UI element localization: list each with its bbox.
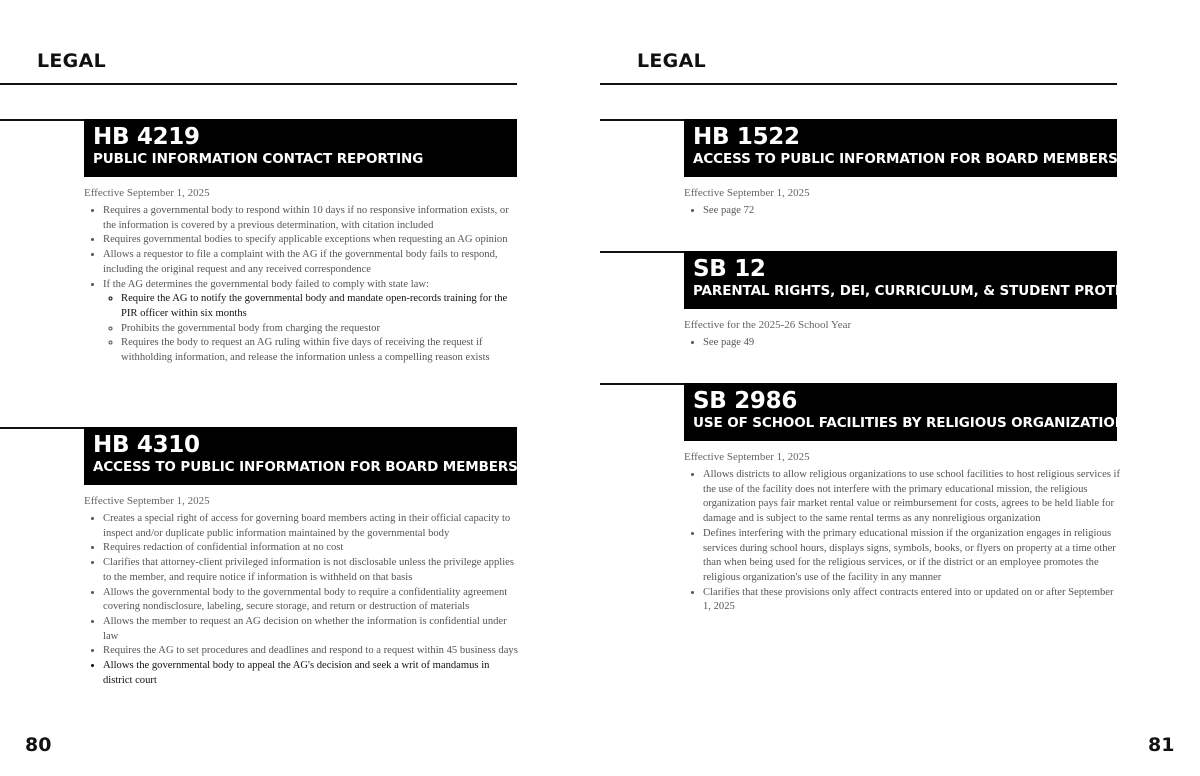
effective-date: Effective September 1, 2025: [84, 495, 210, 507]
effective-date: Effective September 1, 2025: [684, 451, 810, 463]
sub-list-item: ◦ Require the AG to notify the governmental body and mandate open-records training for the PIR officer within six months: [121, 292, 520, 321]
list-item: • Allows districts to allow religious organizations to use school facilities to host religious services if the use of the facility does not interfere with the primary educational mission, the religious organization pays fair market rental value or reimbursement for costs, agrees to be held liable for damage and is subject to the same rental terms as any nonreligious organization: [703, 468, 1120, 527]
bill-accent-line: [0, 119, 84, 121]
bill-subpoints: [103, 292, 520, 366]
bill-header-hb4219: [84, 119, 517, 177]
list-item: • Requires a governmental body to respond within 10 days if no responsive information exists, or the information is covered by a previous determination, with citation included: [103, 204, 520, 233]
list-item: • Allows the governmental body to appeal the AG's decision and seek a writ of mandamus in district court: [103, 659, 520, 688]
section-title: LEGAL: [637, 50, 706, 72]
list-item: • Clarifies that attorney-client privileged information is not disclosable unless the privilege applies to the member, and require notice if information is withheld on that basis: [103, 556, 520, 585]
sub-list-item: ◦ Requires the body to request an AG ruling within five days of receiving the request if withholding information, and release the information unless a compelling reason exists: [121, 336, 520, 365]
bill-points: [684, 204, 1120, 219]
bill-accent-line: [600, 119, 684, 121]
bill-body-sb12: [684, 319, 1120, 351]
bill-title: ACCESS TO PUBLIC INFORMATION FOR BOARD MEMBERS: [93, 459, 518, 475]
list-item: • Allows the member to request an AG decision on whether the information is confidential under law: [103, 615, 520, 644]
list-item: • Allows a requestor to file a complaint with the AG if the governmental body fails to respond, including the original request and any received correspondence: [103, 248, 520, 277]
bill-title: USE OF SCHOOL FACILITIES BY RELIGIOUS ORGANIZATIONS: [693, 415, 1136, 431]
page-number: 80: [25, 734, 52, 756]
effective-date: Effective September 1, 2025: [84, 187, 210, 199]
list-item: • Requires governmental bodies to specify applicable exceptions when requesting an AG opinion: [103, 233, 520, 248]
bill-accent-line: [600, 251, 684, 253]
bill-number: SB 12: [693, 256, 766, 282]
sub-list-item: ◦ Prohibits the governmental body from charging the requestor: [121, 322, 520, 337]
bill-points: [684, 336, 1120, 351]
bill-points: [684, 468, 1120, 615]
bill-header-sb2986: [684, 383, 1136, 441]
bill-accent-line: [600, 383, 684, 385]
bill-body-sb2986: [684, 451, 1120, 615]
bill-title: PARENTAL RIGHTS, DEI, CURRICULUM, & STUDENT PROTECTIONS: [693, 283, 1180, 299]
bill-title: ACCESS TO PUBLIC INFORMATION FOR BOARD MEMBERS: [693, 151, 1118, 167]
bill-body-hb4310: [84, 495, 520, 688]
header-rule: [0, 83, 517, 85]
bill-number: HB 4219: [93, 124, 200, 150]
right-page: [600, 0, 1200, 776]
bill-number: HB 1522: [693, 124, 800, 150]
bill-body-hb4219: [84, 187, 520, 366]
header-rule: [600, 83, 1117, 85]
bill-accent-line: [0, 427, 84, 429]
list-item: • Requires redaction of confidential information at no cost: [103, 541, 520, 556]
list-item: • Requires the AG to set procedures and deadlines and respond to a request within 45 business days: [103, 644, 520, 659]
bill-number: SB 2986: [693, 388, 798, 414]
list-item-text: If the AG determines the governmental body failed to comply with state law:: [103, 278, 429, 290]
bill-body-hb1522: [684, 187, 1120, 219]
list-item: • See page 72: [703, 204, 1120, 219]
bill-number: HB 4310: [93, 432, 200, 458]
section-title: LEGAL: [37, 50, 106, 72]
list-item: • Allows the governmental body to the governmental body to require a confidentiality agreement covering nondisclosure, labeling, secure storage, and return or destruction of materials: [103, 586, 520, 615]
bill-header-sb12: [684, 251, 1180, 309]
list-item: • See page 49: [703, 336, 1120, 351]
bill-points: [84, 204, 520, 366]
list-item: [103, 278, 520, 366]
page-number: 81: [1148, 734, 1175, 756]
bill-header-hb1522: [684, 119, 1117, 177]
bill-header-hb4310: [84, 427, 517, 485]
effective-date: Effective for the 2025-26 School Year: [684, 319, 852, 331]
bill-title: PUBLIC INFORMATION CONTACT REPORTING: [93, 151, 424, 167]
effective-date: Effective September 1, 2025: [684, 187, 810, 199]
list-item: • Defines interfering with the primary educational mission if the organization engages in religious services during school hours, displays signs, symbols, books, or flyers on property at a time other than when being used for the religious services, or if the district or an employee promotes the religious organization's use of the facility in any manner: [703, 527, 1120, 586]
bill-points: [84, 512, 520, 688]
list-item: • Clarifies that these provisions only affect contracts entered into or updated on or after September 1, 2025: [703, 586, 1120, 615]
list-item: • Creates a special right of access for governing board members acting in their official capacity to inspect and/or duplicate public information maintained by the governmental body: [103, 512, 520, 541]
